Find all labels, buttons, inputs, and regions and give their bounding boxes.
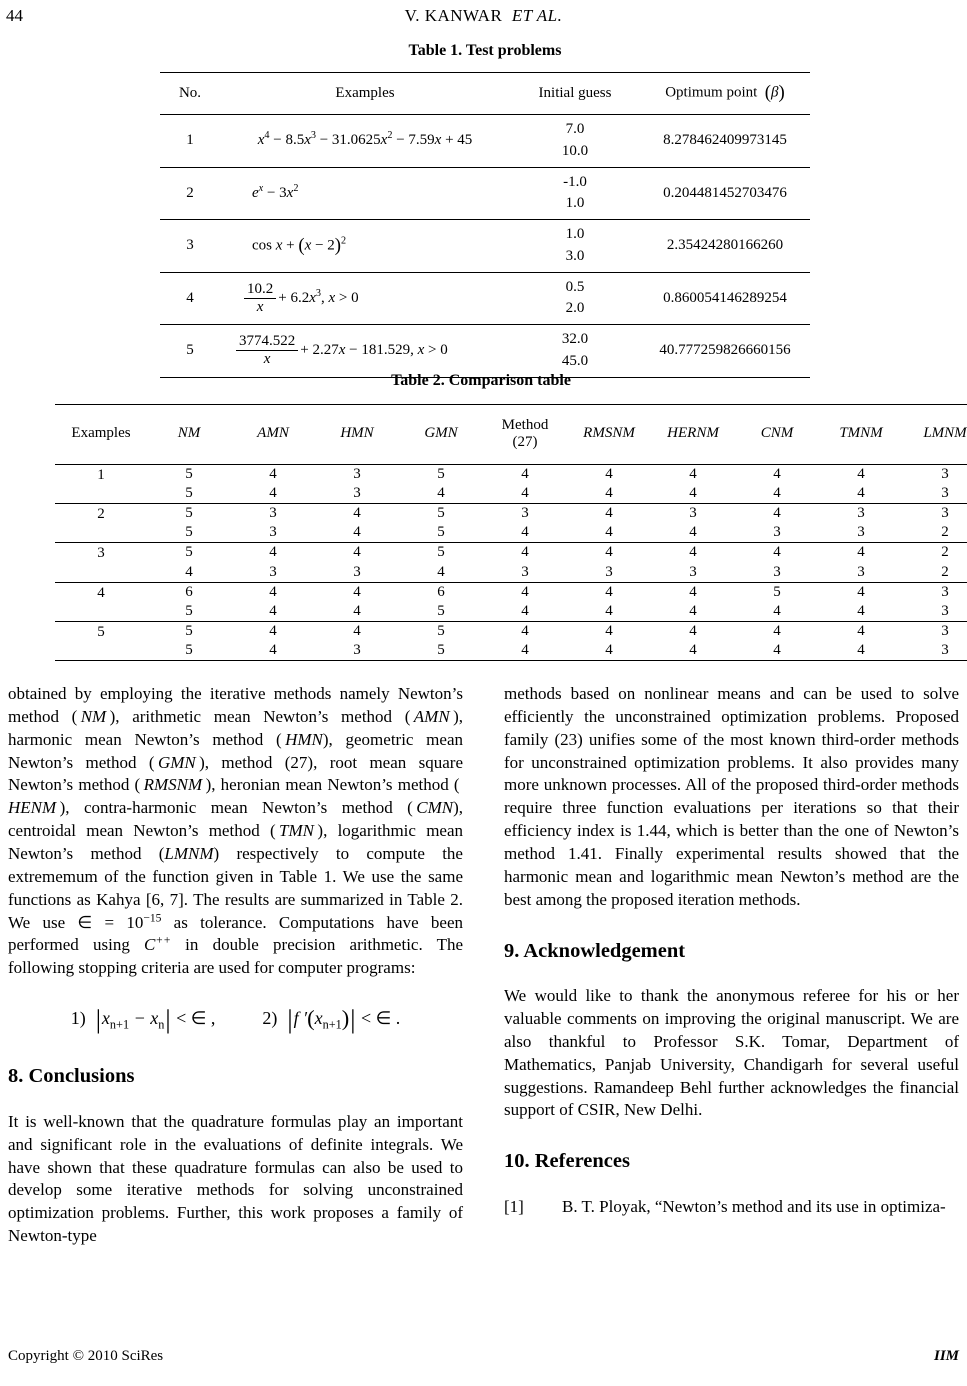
table2-row xyxy=(55,464,967,503)
table1-cell-optimum: 8.278462409973145 xyxy=(640,115,810,168)
table2-cell: 4 4 xyxy=(483,464,567,503)
table2-header-hmn: HMN xyxy=(315,405,399,465)
eq2-label: 2) xyxy=(262,1008,278,1028)
table2-cell: 3 3 xyxy=(231,503,315,542)
table2-cell: 3 3 xyxy=(315,464,399,503)
table1-guess-upper: 7.0 xyxy=(565,121,585,137)
abbr-gmn: GMN xyxy=(157,752,196,772)
table1-guess-lower: 1.0 xyxy=(565,195,585,212)
paragraph-conclusions-continued: methods based on nonlinear means and can be used to solve efficiently the unconstrained optimization problems. Proposed family (23) unifies some of the most known third-order methods for unconstrained optimization problems. It also provides many more unknown processes. All of the proposed third-order methods require three function evaluations per iterations so that their efficiency index is 1.44, which is better than the one of Newton’s method 1.41. Finally experimental results showed that the harmonic mean and logarithmic mean Newton’s method are the best among the proposed iteration methods. xyxy=(504,684,959,909)
table1-cell-initial-guess xyxy=(510,220,640,273)
tolerance-expression: ∈ = $10^{-15}$ xyxy=(77,910,162,932)
table2-cell: 4 4 xyxy=(735,464,819,503)
table1-cell-example: $x^4 - 8.5x^3 - 31.0625x^2 - 7.59x + 45$ xyxy=(220,115,510,168)
table1-guess-lower: 2.0 xyxy=(565,300,585,317)
table2-caption: Table 2. Comparison table xyxy=(391,372,571,389)
abbr-henm: HENM xyxy=(8,798,57,818)
abbr-rmsnm: RMSNM xyxy=(143,775,203,795)
table2-cell: 5 4 xyxy=(399,543,483,582)
table2-header-nm: NM xyxy=(147,405,231,465)
section-heading-references: 10. References xyxy=(504,1150,630,1173)
table2-header-gmn: GMN xyxy=(399,405,483,465)
table2-cell: 5 5 xyxy=(147,464,231,503)
abbr-amn: AMN xyxy=(413,706,450,726)
table2-row xyxy=(55,582,967,621)
table1-cell-optimum: 0.204481452703476 xyxy=(640,167,810,220)
table2-cell: 4 4 xyxy=(651,582,735,621)
table1-row xyxy=(160,272,810,325)
table2-cell: 5 5 xyxy=(147,622,231,661)
table2-cell: 4 4 xyxy=(651,464,735,503)
table1-header-optimum-label: Optimum point xyxy=(665,84,758,101)
table2-cell: 3 3 xyxy=(903,622,967,661)
journal-abbreviation: IIM xyxy=(933,1348,959,1364)
table2-cell: 5 4 xyxy=(147,543,231,582)
table2-cell: 4 3 xyxy=(651,543,735,582)
running-head-title xyxy=(0,6,967,26)
table1-guess-lower: 3.0 xyxy=(565,247,585,264)
paragraph-methods-list: obtained by employing the iterative methods namely Newton’s method ( NM ), arithmetic mean Newton’s method ( AMN ), harmonic mean Newton’s method ( HMN), geometric mean Newton’s method ( GMN ), method (27), root mean square Newton’s method ( RMSNM ), heronian mean Newton’s method ( HENM ), contra-harmonic mean Newton’s method ( CMN), centroidal mean Newton’s method ( TMN ), logarithmic mean Newton’s method (LMNM) respectively to compute the extrememum of the function given in Table 1. We use the same functions as Kahya [6, 7]. The results are summarized in Table 2. We use ∈ = $10^{-15}$ as tolerance. Computations have been performed using C++ in double precision arithmetic. The following stopping criteria are used for computer programs: xyxy=(8,684,464,978)
table2-cell: 2 2 xyxy=(903,543,967,582)
table2-cell: 4 4 xyxy=(315,582,399,621)
abbr-tmn: TMN xyxy=(279,821,314,841)
table1-row xyxy=(160,167,810,220)
eq1-label: 1) xyxy=(70,1008,86,1028)
page-footer xyxy=(0,1348,967,1370)
table1-cell-no: 4 xyxy=(160,272,220,325)
table2-cell: 5 5 xyxy=(399,503,483,542)
table2-cell: 3 2 xyxy=(903,503,967,542)
table2-cell-example: 2 xyxy=(55,503,147,542)
table1-cell-initial-guess xyxy=(510,115,640,168)
table2-header-examples: Examples xyxy=(55,405,147,465)
table2-cell: 4 3 xyxy=(735,543,819,582)
table1-cell-example: $\frac{3774.522}{x}$ + 2.27x − 181.529, x > 0 xyxy=(220,325,510,378)
abbr-cmn: CMN xyxy=(416,798,454,818)
table2-cell: 3 4 xyxy=(651,503,735,542)
table1-cell-example: $e^x - 3x^2$ xyxy=(220,167,510,220)
table1-header-examples: Examples xyxy=(220,73,510,115)
table2-cell: 6 5 xyxy=(399,582,483,621)
table1-cell-no: 5 xyxy=(160,325,220,378)
table2-header-cnm: CNM xyxy=(735,405,819,465)
running-head xyxy=(0,6,967,30)
table1-header-no: No. xyxy=(160,73,220,115)
abbr-nm: NM xyxy=(80,706,107,726)
table2-cell: 4 4 xyxy=(819,464,903,503)
table1-cell-initial-guess xyxy=(510,272,640,325)
table2-cell: 4 4 xyxy=(483,582,567,621)
table2-cell: 4 3 xyxy=(231,543,315,582)
table2-cell: 4 3 xyxy=(735,503,819,542)
table2-header-row xyxy=(55,405,967,465)
table2-cell: 4 4 xyxy=(651,622,735,661)
table1-row xyxy=(160,220,810,273)
abbr-hmn: HMN xyxy=(285,729,323,749)
page-number: 44 xyxy=(6,6,23,25)
table2-cell-example: 4 xyxy=(55,582,147,621)
table2-header-hernm: HERNM xyxy=(651,405,735,465)
reference-number: [1] xyxy=(504,1196,524,1216)
table1-guess-lower: 45.0 xyxy=(561,352,589,369)
table2-header-rmsnm: RMSNM xyxy=(567,405,651,465)
table2-cell: 6 5 xyxy=(147,582,231,621)
section-heading-acknowledgement: 9. Acknowledgement xyxy=(504,939,686,962)
table1-cell-optimum: 0.860054146289254 xyxy=(640,272,810,325)
table2-cell: 5 4 xyxy=(735,582,819,621)
table1-header-row xyxy=(160,73,810,115)
beta-symbol: β xyxy=(771,84,779,101)
table2-cell: 4 3 xyxy=(315,543,399,582)
table2-cell: 4 4 xyxy=(483,622,567,661)
table2-cell: 4 4 xyxy=(819,622,903,661)
table2-header-method-line1: Method xyxy=(501,417,549,433)
table2-cell: 3 4 xyxy=(483,503,567,542)
table2-cell: 4 3 xyxy=(483,543,567,582)
table2-header-amn: AMN xyxy=(231,405,315,465)
section-heading-conclusions: 8. Conclusions xyxy=(8,1065,135,1088)
table2-cell-example: 5 xyxy=(55,622,147,661)
table2-cell: 4 4 xyxy=(567,503,651,542)
efficiency-index-value: 1.44 xyxy=(636,821,667,841)
table2-row xyxy=(55,543,967,582)
table1-cell-no: 3 xyxy=(160,220,220,273)
table2-cell: 5 5 xyxy=(399,622,483,661)
paragraph-acknowledgement: We would like to thank the anonymous referee for his or her valuable comments on improving the original manuscript. We are also thankful to Professor S.K. Tomar, Department of Mathematics, Panjab University, Chandigarh for several useful suggestions. Ramandeep Behl further acknowledges the financial support of CSIR, New Delhi. xyxy=(504,986,959,1120)
table1-cell-initial-guess xyxy=(510,167,640,220)
table2-cell: 5 4 xyxy=(399,464,483,503)
reference-text: B. T. Ployak, “Newton’s method and its use in optimiza- xyxy=(562,1196,946,1216)
table1-guess-upper: 0.5 xyxy=(565,278,585,295)
table1-cell-no: 2 xyxy=(160,167,220,220)
abbr-lmnm: LMNM xyxy=(164,844,214,864)
cpp-symbol: C++ xyxy=(144,933,171,955)
table1 xyxy=(160,72,810,378)
table2-body xyxy=(55,464,967,661)
table2-cell: 4 4 xyxy=(735,622,819,661)
reference-item-1 xyxy=(504,1196,959,1219)
table1-row xyxy=(160,115,810,168)
table2-block xyxy=(55,372,967,661)
table1-cell-initial-guess xyxy=(510,325,640,378)
copyright-notice: Copyright © 2010 SciRes xyxy=(8,1348,164,1364)
body-column-right xyxy=(504,683,959,1219)
table2-cell: 4 4 xyxy=(231,582,315,621)
table2-cell: 5 5 xyxy=(147,503,231,542)
table2-header-method27 xyxy=(483,405,567,465)
table2-cell-example: 1 xyxy=(55,464,147,503)
table2-row xyxy=(55,622,967,661)
stopping-criteria-equations: 1) $|x_{n+1} - x_n|$ < ∈ , 2) |f $'(x_{n+1})|$ < ∈ . xyxy=(70,1005,401,1035)
table1-cell-optimum: 40.777259826660156 xyxy=(640,325,810,378)
body-column-left xyxy=(8,683,463,1248)
table2-cell: 4 4 xyxy=(567,622,651,661)
table2-cell: 4 4 xyxy=(819,582,903,621)
table1-caption: Table 1. Test problems xyxy=(408,42,562,59)
table2-cell: 4 3 xyxy=(567,543,651,582)
running-head-authors: V. KANWAR xyxy=(404,6,503,25)
table1-guess-upper: 32.0 xyxy=(561,331,589,347)
table2-cell: 4 3 xyxy=(819,543,903,582)
table2-cell: 4 4 xyxy=(231,622,315,661)
table2-header-method-line2: (27) xyxy=(512,433,538,450)
table2-cell: 4 3 xyxy=(315,622,399,661)
table1-guess-upper: -1.0 xyxy=(563,173,587,190)
table2-cell: 3 3 xyxy=(903,464,967,503)
tolerance-exponent: −15 xyxy=(143,910,162,924)
newton-index-value: 1.41 xyxy=(567,844,598,864)
table1-cell-optimum: 2.35424280166260 xyxy=(640,220,810,273)
table1-cell-example: $\frac{10.2}{x}$ + $6.2x^3$, x > 0 xyxy=(220,272,510,325)
table2-header-tmnm: TMNM xyxy=(819,405,903,465)
paragraph-conclusions: It is well-known that the quadrature formulas play an important and significant role in the evaluations of definite integrals. We have shown that these quadrature formulas can also be used to develop some iterative methods for solving unconstrained optimization problems. Further, this work proposes a family of Newton-type xyxy=(8,1111,463,1246)
table1-guess-lower: 10.0 xyxy=(561,142,589,159)
table1-cell-example: $\cos x + (x - 2)^2$ xyxy=(220,220,510,273)
table1-header-optimum-point: Optimum point (β) xyxy=(640,73,810,115)
table1-guess-upper: 1.0 xyxy=(565,226,585,242)
table2-cell: 3 3 xyxy=(819,503,903,542)
table1-block xyxy=(160,42,810,378)
table1-row xyxy=(160,325,810,378)
table2-header-lmnm: LMNM xyxy=(903,405,967,465)
running-head-etal: ET AL. xyxy=(511,6,563,25)
table2-cell-example: 3 xyxy=(55,543,147,582)
table1-cell-no: 1 xyxy=(160,115,220,168)
table2 xyxy=(55,404,967,661)
table2-cell: 4 4 xyxy=(231,464,315,503)
table2-row xyxy=(55,503,967,542)
table2-cell: 4 4 xyxy=(315,503,399,542)
table2-cell: 4 4 xyxy=(567,582,651,621)
table2-cell: 4 4 xyxy=(567,464,651,503)
table2-cell: 3 3 xyxy=(903,582,967,621)
table1-header-initial-guess: Initial guess xyxy=(510,73,640,115)
